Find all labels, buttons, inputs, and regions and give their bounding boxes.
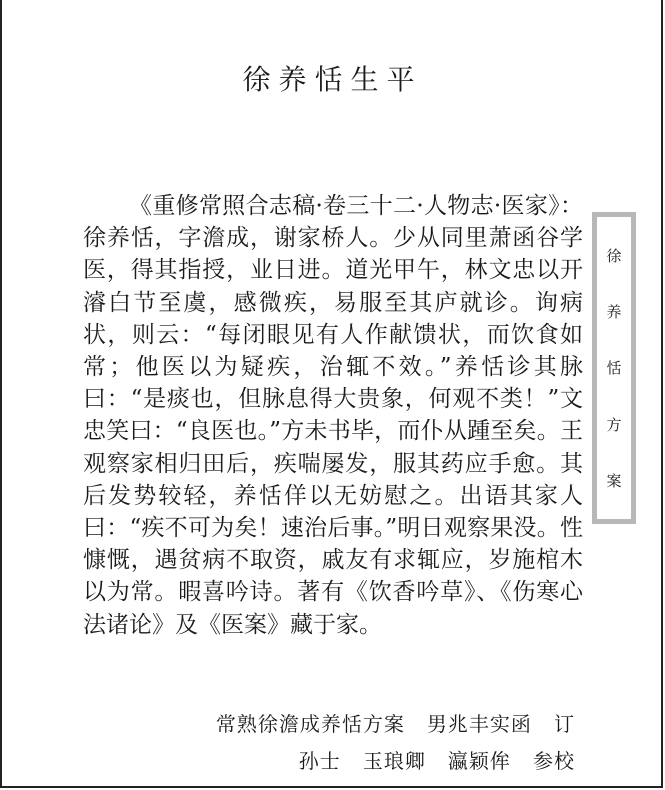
side-section-tab[interactable]: [592, 212, 636, 524]
page-title: 徐养恬生平: [242, 63, 423, 96]
side-tab-char: 案: [606, 472, 622, 491]
credits-line-2: 孙士 玉琅卿 瀛颖侔 参校: [298, 749, 575, 773]
credits-line-1: 常熟徐澹成养恬方案 男兆丰实函 订: [215, 712, 575, 736]
side-tab-char: 徐: [606, 246, 622, 265]
side-tab-char: 恬: [606, 359, 622, 378]
side-tab-char: 养: [606, 303, 622, 322]
biography-paragraph: 《重修常照合志稿·卷三十二·人物志·医家》：徐养恬，字澹成，谢家桥人。少从同里萧函谷学医，得其指授，业日进。道光甲午，林文忠以开濬白节至虞，感微疾，易服至其庐就诊。询病状，则云：“每闭眼见有人作献馈状，而饮食如常；他医以为疑疾，治辄不效。”养恬诊其脉曰：“是痰也，但脉息得大贵象，何观不类！”文忠笑曰：“良医也。”方未书毕，而仆从踵至矣。王观察家相归田后，疾喘屡发，服其药应手愈。其后发势较轻，养恬佯以无妨慰之。出语其家人曰：“疾不可为矣！速治后事。”明日观察果没。性慷慨，遇贫病不取资，戚友有求辄应，岁施棺木以为常。暇喜吟诗。著有《饮香吟草》、《伤寒心法诸论》及《医案》藏于家。: [83, 193, 583, 638]
side-tab-char: 方: [606, 415, 622, 434]
